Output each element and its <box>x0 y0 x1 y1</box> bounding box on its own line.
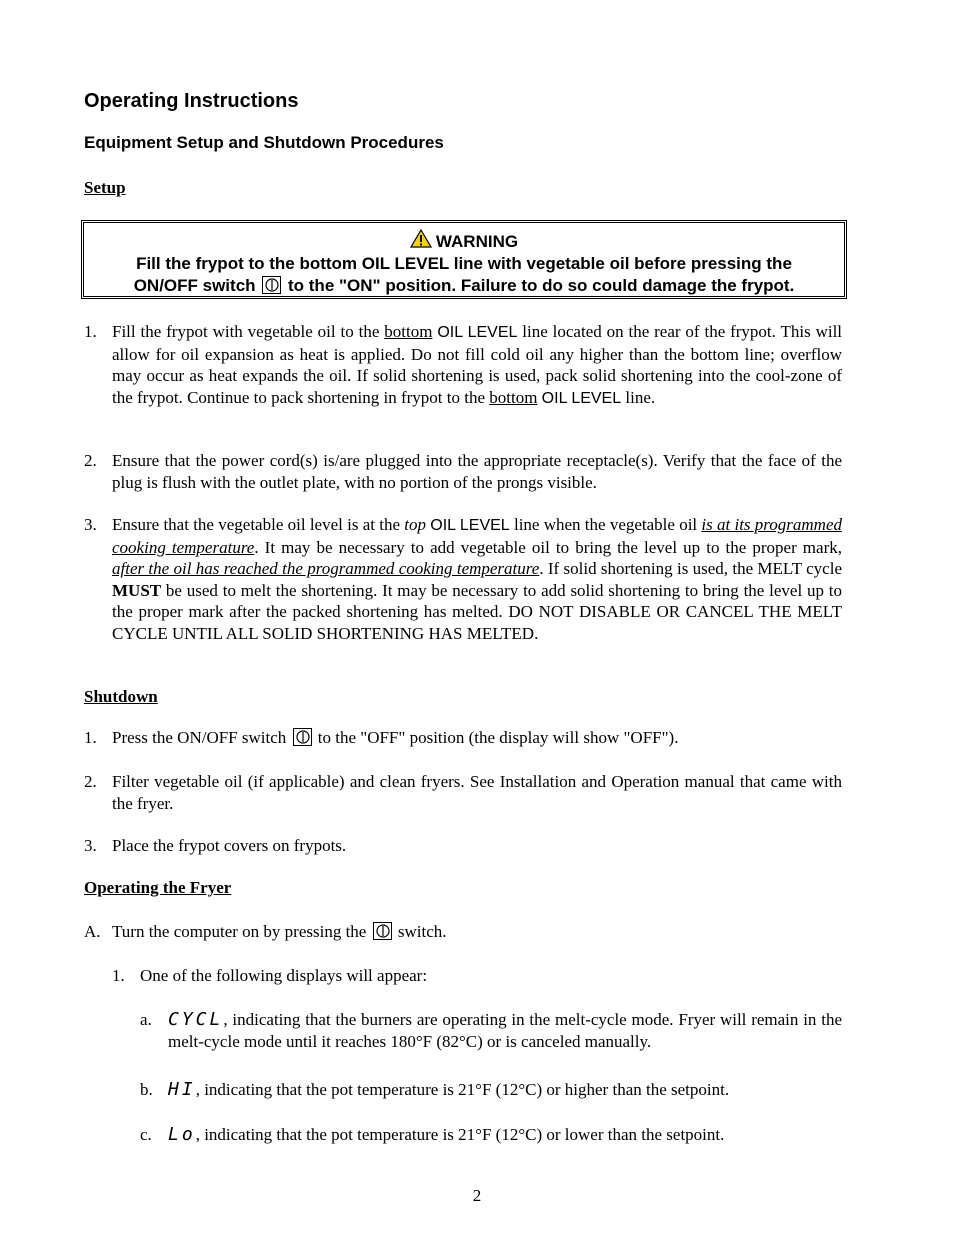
warning-text <box>88 253 840 297</box>
operating-step-1: One of the following displays will appear: <box>140 966 428 985</box>
shutdown-heading: Shutdown <box>84 687 158 706</box>
page-title: Operating Instructions <box>84 90 299 112</box>
operating-heading: Operating the Fryer <box>84 878 232 897</box>
setup-item-number: 1. <box>84 322 97 341</box>
warning-line-1: Fill the frypot to the bottom OIL LEVEL line with vegetable oil before pressing the <box>136 254 792 273</box>
shutdown-item-1: Press the ON/OFF switch to the "OFF" position (the display will show "OFF"). <box>112 728 679 747</box>
warning-box <box>81 220 847 299</box>
shutdown-item-2: Filter vegetable oil (if applicable) and clean fryers. See Installation and Operation manual that came with the fryer. <box>112 772 842 813</box>
lcd-display-code: Lo <box>168 1124 196 1145</box>
setup-item-number: 3. <box>84 515 97 534</box>
warning-title-row <box>84 229 844 253</box>
display-item-lo: Lo, indicating that the pot temperature is 21°F (12°C) or lower than the setpoint. <box>168 1124 725 1145</box>
setup-item-2: Ensure that the power cord(s) is/are plugged into the appropriate receptacle(s). Verify that the face of the plug is flush with the outlet plate, with no portion of the prongs visible. <box>112 451 842 492</box>
shutdown-item-number: 2. <box>84 772 97 791</box>
shutdown-item-3: Place the frypot covers on frypots. <box>112 836 347 855</box>
display-item-letter: b. <box>140 1080 153 1099</box>
setup-heading: Setup <box>84 178 126 197</box>
setup-item-number: 2. <box>84 451 97 470</box>
power-switch-icon <box>293 728 312 746</box>
section-subtitle: Equipment Setup and Shutdown Procedures <box>84 133 444 152</box>
display-item-letter: a. <box>140 1010 152 1029</box>
display-item-cycl: CYCL, indicating that the burners are operating in the melt-cycle mode. Fryer will remain in the melt-cycle mode until it reaches 180°F (82°C) or is canceled manually. <box>168 1009 842 1051</box>
operating-step-letter: A. <box>84 922 101 941</box>
setup-item-1: Fill the frypot with vegetable oil to the bottom OIL LEVEL line located on the rear of the frypot. This will allow for oil expansion as heat is applied. Do not fill cold oil any higher than the bottom line; overflow may occur as heat expands the oil. If solid shortening is used, pack solid shortening into the cool-zone of the frypot. Continue to pack shortening in frypot to the bottom OIL LEVEL line. <box>112 322 843 407</box>
power-switch-icon <box>373 922 392 940</box>
shutdown-item-number: 3. <box>84 836 97 855</box>
lcd-display-code: CYCL <box>168 1009 224 1030</box>
lcd-display-code: HI <box>168 1079 196 1100</box>
operating-step-number: 1. <box>112 966 125 985</box>
warning-line-2: ON/OFF switch to the "ON" position. Failure to do so could damage the frypot. <box>133 276 795 295</box>
display-item-letter: c. <box>140 1125 152 1144</box>
setup-item-3: Ensure that the vegetable oil level is at the top OIL LEVEL line when the vegetable oil is at its programmed cooking temperature. It may be necessary to add vegetable oil to bring the level up to the proper mark, after the oil has reached the programmed cooking temperature. If solid shortening is used, the MELT cycle MUST be used to melt the shortening. It may be necessary to add solid shortening to bring the level up to the proper mark after the packed shortening has melted. DO NOT DISABLE OR CANCEL THE MELT CYCLE UNTIL ALL SOLID SHORTENING HAS MELTED. <box>112 515 842 643</box>
operating-step-a: Turn the computer on by pressing the switch. <box>112 922 447 941</box>
warning-triangle-icon <box>410 229 432 253</box>
display-item-hi: HI, indicating that the pot temperature is 21°F (12°C) or higher than the setpoint. <box>168 1079 730 1100</box>
warning-title: WARNING <box>435 231 519 251</box>
power-switch-icon <box>262 276 281 294</box>
shutdown-item-number: 1. <box>84 728 97 747</box>
page-number: 2 <box>472 1186 482 1205</box>
